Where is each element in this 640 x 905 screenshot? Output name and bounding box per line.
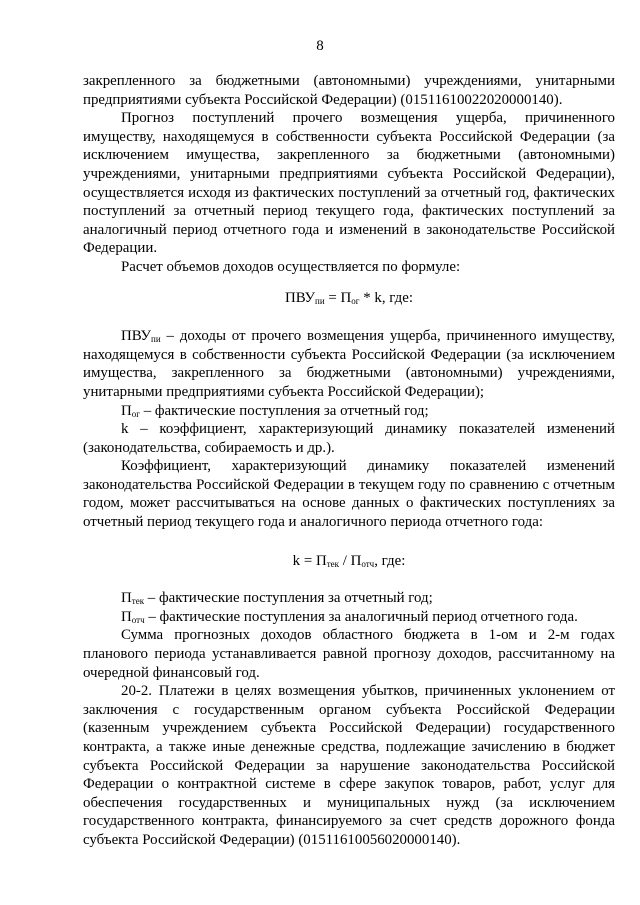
formula-k-sub1: тек [326,558,340,569]
paragraph-coefficient: Коэффициент, характеризующий динамику показателей изменений законодательства Российской Федерации в текущем году по сравнению с отчетным годом, может рассчитываться на основе данных о фактических поступлениях за отчетный период текущего года и аналогичного периода отчетного года: [83,458,615,531]
formula-k-sub2: отч [361,558,375,569]
definition-pvu-sub: пи [151,334,161,345]
definition-pog [83,402,615,421]
definition-pvu [83,327,615,401]
definition-potch-sub: отч [131,614,145,625]
page-number: 8 [316,38,324,54]
definition-ptek-symbol: П [121,590,132,607]
definition-pvu-text: – доходы от прочего возмещения ущерба, причиненного имуществу, находящемуся в собственности субъекта Российской Федерации (за исключением имущества, закрепленного за бюджетными (автономными) учреждениями, унитарными предприятиями субъекта Российской Федерации); [83,328,615,400]
paragraph-planning-period: Сумма прогнозных доходов областного бюджета в 1-ом и 2-м годах планового периода устанавливается равной прогнозу доходов, рассчитанному на очередной финансовый год. [83,627,615,681]
definition-ptek-text: – фактические поступления за отчетный год; [144,590,433,607]
formula-k-rest: , где: [374,552,406,569]
formula-pvu-rest: * k, где: [359,289,413,306]
definition-potch-symbol: П [121,608,132,625]
definition-k: k – коэффициент, характеризующий динамику показателей изменений (законодательства, собираемость и др.). [83,421,615,456]
definition-potch-text: – фактические поступления за аналогичный период отчетного года. [144,608,578,625]
formula-k [83,552,615,571]
paragraph-forecast: Прогноз поступлений прочего возмещения ущерба, причиненного имуществу, находящемуся в собственности субъекта Российской Федерации (за исключением имущества, закрепленного за бюджетными (автономными) учреждениями, унитарными предприятиями субъекта Российской Федерации), осуществляется исходя из фактических поступлений за отчетный год, фактических поступлений за отчетный период текущего года, фактических поступлений за аналогичный период отчетного года и изменений в законодательстве Российской Федерации. [83,110,615,257]
definition-ptek [83,589,615,608]
definition-pog-text: – фактические поступления за отчетный год; [139,402,429,419]
paragraph-20-2: 20-2. Платежи в целях возмещения убытков, причиненных уклонением от заключения с государственным органом субъекта Российской Федерации (казенным учреждением субъекта Российской Федерации) государственного контракта, а также иные денежные средства, подлежащие зачислению в бюджет субъекта Российской Федерации за нарушение законодательства Российской Федерации о контрактной системе в сфере закупок товаров, работ, услуг для обеспечения государственных и муниципальных нужд (за исключением государственного контракта, финансируемого за счет средств дорожного фонда субъекта Российской Федерации) (01511610056020000140). [83,683,615,848]
formula-k-mid: / П [339,552,362,569]
formula-pvu [83,289,615,308]
paragraph-formula-intro: Расчет объемов доходов осуществляется по формуле: [121,258,461,275]
formula-pvu-rhs-sub: ог [351,295,360,306]
definition-ptek-sub: тек [131,596,145,607]
formula-k-lhs: k = П [292,552,327,569]
definition-pog-symbol: П [121,402,132,419]
definition-potch [83,608,615,627]
formula-pvu-lhs-sub: пи [315,295,325,306]
definition-pvu-symbol: ПВУ [121,328,152,345]
document-body [83,72,615,850]
formula-pvu-eq: = П [324,289,352,306]
formula-pvu-lhs: ПВУ [285,289,316,306]
paragraph-continuation: закрепленного за бюджетными (автономными) учреждениями, унитарными предприятиями субъекта Российской Федерации) (01511610022020000140). [83,73,615,108]
definition-pog-sub: ог [131,408,140,419]
